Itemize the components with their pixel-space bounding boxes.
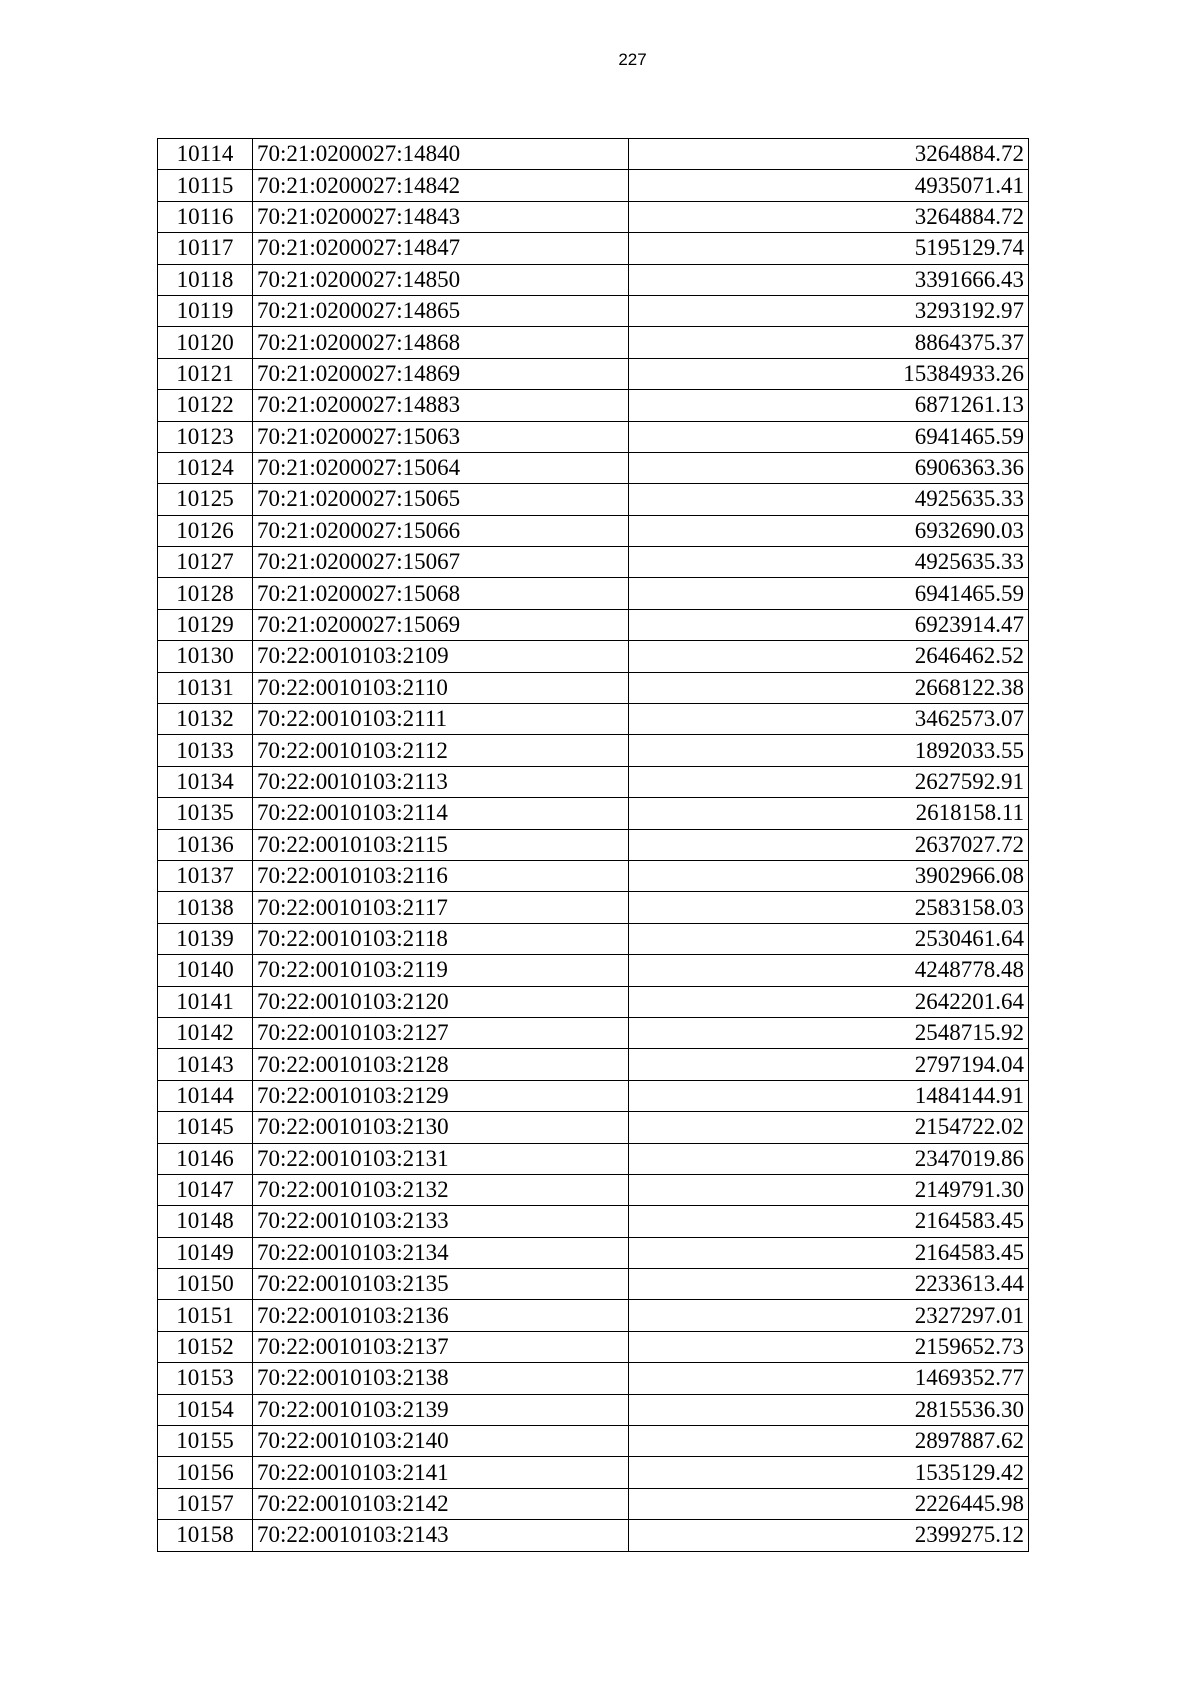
cadastral-number-cell: 70:21:0200027:15064 [253,452,629,483]
value-cell: 2642201.64 [629,986,1029,1017]
cadastral-number-cell: 70:22:0010103:2112 [253,735,629,766]
value-cell: 4925635.33 [629,484,1029,515]
value-cell: 2159652.73 [629,1331,1029,1362]
table-row [158,1112,1029,1143]
value-cell: 1535129.42 [629,1457,1029,1488]
table-row [158,1363,1029,1394]
table-row [158,1488,1029,1519]
cadastral-number-cell: 70:22:0010103:2140 [253,1426,629,1457]
row-number-cell: 10136 [158,829,253,860]
row-number-cell: 10134 [158,766,253,797]
cadastral-number-cell: 70:22:0010103:2134 [253,1237,629,1268]
table-row [158,390,1029,421]
table-row [158,421,1029,452]
value-cell: 2548715.92 [629,1017,1029,1048]
cadastral-number-cell: 70:22:0010103:2135 [253,1269,629,1300]
cadastral-number-cell: 70:21:0200027:14869 [253,358,629,389]
table-row [158,233,1029,264]
row-number-cell: 10126 [158,515,253,546]
table-row [158,955,1029,986]
table-row [158,1049,1029,1080]
row-number-cell: 10147 [158,1174,253,1205]
cadastral-number-cell: 70:22:0010103:2111 [253,704,629,735]
value-cell: 3462573.07 [629,704,1029,735]
table-row [158,547,1029,578]
value-cell: 6932690.03 [629,515,1029,546]
value-cell: 2627592.91 [629,766,1029,797]
row-number-cell: 10145 [158,1112,253,1143]
table-body [158,139,1029,1552]
value-cell: 2797194.04 [629,1049,1029,1080]
value-cell: 6941465.59 [629,578,1029,609]
table-row [158,1269,1029,1300]
value-cell: 2226445.98 [629,1488,1029,1519]
cadastral-number-cell: 70:22:0010103:2136 [253,1300,629,1331]
cadastral-number-cell: 70:22:0010103:2119 [253,955,629,986]
table-row [158,735,1029,766]
table-row [158,1426,1029,1457]
cadastral-number-cell: 70:21:0200027:14847 [253,233,629,264]
row-number-cell: 10142 [158,1017,253,1048]
cadastral-number-cell: 70:22:0010103:2130 [253,1112,629,1143]
table-row [158,1174,1029,1205]
cadastral-number-cell: 70:21:0200027:15069 [253,609,629,640]
cadastral-number-cell: 70:22:0010103:2110 [253,672,629,703]
value-cell: 2668122.38 [629,672,1029,703]
row-number-cell: 10146 [158,1143,253,1174]
value-cell: 2327297.01 [629,1300,1029,1331]
value-cell: 2530461.64 [629,923,1029,954]
value-cell: 8864375.37 [629,327,1029,358]
value-cell: 2154722.02 [629,1112,1029,1143]
value-cell: 2815536.30 [629,1394,1029,1425]
row-number-cell: 10157 [158,1488,253,1519]
value-cell: 2164583.45 [629,1237,1029,1268]
cadastral-number-cell: 70:21:0200027:14868 [253,327,629,358]
table-row [158,986,1029,1017]
value-cell: 6906363.36 [629,452,1029,483]
value-cell: 2637027.72 [629,829,1029,860]
value-cell: 2646462.52 [629,641,1029,672]
table-row [158,1331,1029,1362]
cadastral-number-cell: 70:21:0200027:14865 [253,295,629,326]
row-number-cell: 10116 [158,201,253,232]
value-cell: 4935071.41 [629,170,1029,201]
value-cell: 1892033.55 [629,735,1029,766]
row-number-cell: 10154 [158,1394,253,1425]
row-number-cell: 10132 [158,704,253,735]
row-number-cell: 10118 [158,264,253,295]
table-row [158,484,1029,515]
row-number-cell: 10138 [158,892,253,923]
cadastral-number-cell: 70:21:0200027:14842 [253,170,629,201]
table-row [158,452,1029,483]
cadastral-number-cell: 70:21:0200027:14843 [253,201,629,232]
row-number-cell: 10119 [158,295,253,326]
row-number-cell: 10130 [158,641,253,672]
table-row [158,1017,1029,1048]
cadastral-number-cell: 70:21:0200027:15067 [253,547,629,578]
table-row [158,264,1029,295]
table-row [158,139,1029,170]
row-number-cell: 10153 [158,1363,253,1394]
row-number-cell: 10139 [158,923,253,954]
cadastral-number-cell: 70:22:0010103:2114 [253,798,629,829]
table-row [158,295,1029,326]
cadastral-number-cell: 70:21:0200027:15065 [253,484,629,515]
row-number-cell: 10123 [158,421,253,452]
data-table [157,138,1029,1552]
table-row [158,609,1029,640]
table-row [158,170,1029,201]
table-row [158,1206,1029,1237]
row-number-cell: 10115 [158,170,253,201]
table-row [158,201,1029,232]
cadastral-number-cell: 70:22:0010103:2142 [253,1488,629,1519]
value-cell: 3264884.72 [629,201,1029,232]
table-row [158,860,1029,891]
page-number: 227 [618,50,647,69]
row-number-cell: 10144 [158,1080,253,1111]
cadastral-number-cell: 70:21:0200027:14883 [253,390,629,421]
row-number-cell: 10155 [158,1426,253,1457]
value-cell: 2347019.86 [629,1143,1029,1174]
row-number-cell: 10114 [158,139,253,170]
value-cell: 2149791.30 [629,1174,1029,1205]
table-row [158,327,1029,358]
cadastral-number-cell: 70:22:0010103:2113 [253,766,629,797]
row-number-cell: 10120 [158,327,253,358]
cadastral-number-cell: 70:22:0010103:2109 [253,641,629,672]
row-number-cell: 10158 [158,1520,253,1551]
cadastral-number-cell: 70:22:0010103:2133 [253,1206,629,1237]
cadastral-number-cell: 70:22:0010103:2132 [253,1174,629,1205]
value-cell: 1484144.91 [629,1080,1029,1111]
value-cell: 1469352.77 [629,1363,1029,1394]
table-row [158,515,1029,546]
value-cell: 6923914.47 [629,609,1029,640]
row-number-cell: 10141 [158,986,253,1017]
table-row [158,923,1029,954]
value-cell: 5195129.74 [629,233,1029,264]
value-cell: 6871261.13 [629,390,1029,421]
table-row [158,1080,1029,1111]
row-number-cell: 10128 [158,578,253,609]
row-number-cell: 10135 [158,798,253,829]
table-row [158,798,1029,829]
table-row [158,1520,1029,1551]
cadastral-number-cell: 70:21:0200027:15066 [253,515,629,546]
cadastral-number-cell: 70:22:0010103:2118 [253,923,629,954]
table-row [158,358,1029,389]
cadastral-number-cell: 70:22:0010103:2137 [253,1331,629,1362]
cadastral-number-cell: 70:22:0010103:2127 [253,1017,629,1048]
table-row [158,1394,1029,1425]
row-number-cell: 10151 [158,1300,253,1331]
table-row [158,1237,1029,1268]
table-row [158,1300,1029,1331]
value-cell: 2897887.62 [629,1426,1029,1457]
cadastral-number-cell: 70:21:0200027:15063 [253,421,629,452]
cadastral-number-cell: 70:22:0010103:2139 [253,1394,629,1425]
row-number-cell: 10122 [158,390,253,421]
row-number-cell: 10143 [158,1049,253,1080]
table-row [158,672,1029,703]
row-number-cell: 10137 [158,860,253,891]
value-cell: 4925635.33 [629,547,1029,578]
cadastral-number-cell: 70:22:0010103:2138 [253,1363,629,1394]
row-number-cell: 10124 [158,452,253,483]
row-number-cell: 10129 [158,609,253,640]
value-cell: 2618158.11 [629,798,1029,829]
table-row [158,1457,1029,1488]
cadastral-number-cell: 70:21:0200027:14850 [253,264,629,295]
row-number-cell: 10140 [158,955,253,986]
value-cell: 2164583.45 [629,1206,1029,1237]
table-row [158,578,1029,609]
cadastral-number-cell: 70:22:0010103:2117 [253,892,629,923]
cadastral-number-cell: 70:22:0010103:2143 [253,1520,629,1551]
row-number-cell: 10156 [158,1457,253,1488]
cadastral-number-cell: 70:21:0200027:14840 [253,139,629,170]
cadastral-number-cell: 70:22:0010103:2141 [253,1457,629,1488]
row-number-cell: 10121 [158,358,253,389]
row-number-cell: 10117 [158,233,253,264]
value-cell: 3391666.43 [629,264,1029,295]
row-number-cell: 10149 [158,1237,253,1268]
value-cell: 4248778.48 [629,955,1029,986]
row-number-cell: 10125 [158,484,253,515]
cadastral-number-cell: 70:22:0010103:2120 [253,986,629,1017]
value-cell: 2399275.12 [629,1520,1029,1551]
table-row [158,704,1029,735]
value-cell: 3902966.08 [629,860,1029,891]
cadastral-number-cell: 70:22:0010103:2131 [253,1143,629,1174]
value-cell: 2233613.44 [629,1269,1029,1300]
cadastral-number-cell: 70:22:0010103:2115 [253,829,629,860]
row-number-cell: 10148 [158,1206,253,1237]
row-number-cell: 10152 [158,1331,253,1362]
table-row [158,766,1029,797]
table-row [158,892,1029,923]
row-number-cell: 10131 [158,672,253,703]
table-row [158,829,1029,860]
row-number-cell: 10150 [158,1269,253,1300]
value-cell: 3264884.72 [629,139,1029,170]
cadastral-number-cell: 70:21:0200027:15068 [253,578,629,609]
value-cell: 15384933.26 [629,358,1029,389]
table-row [158,1143,1029,1174]
cadastral-number-cell: 70:22:0010103:2128 [253,1049,629,1080]
row-number-cell: 10127 [158,547,253,578]
table-row [158,641,1029,672]
row-number-cell: 10133 [158,735,253,766]
value-cell: 2583158.03 [629,892,1029,923]
cadastral-number-cell: 70:22:0010103:2129 [253,1080,629,1111]
value-cell: 3293192.97 [629,295,1029,326]
cadastral-number-cell: 70:22:0010103:2116 [253,860,629,891]
value-cell: 6941465.59 [629,421,1029,452]
